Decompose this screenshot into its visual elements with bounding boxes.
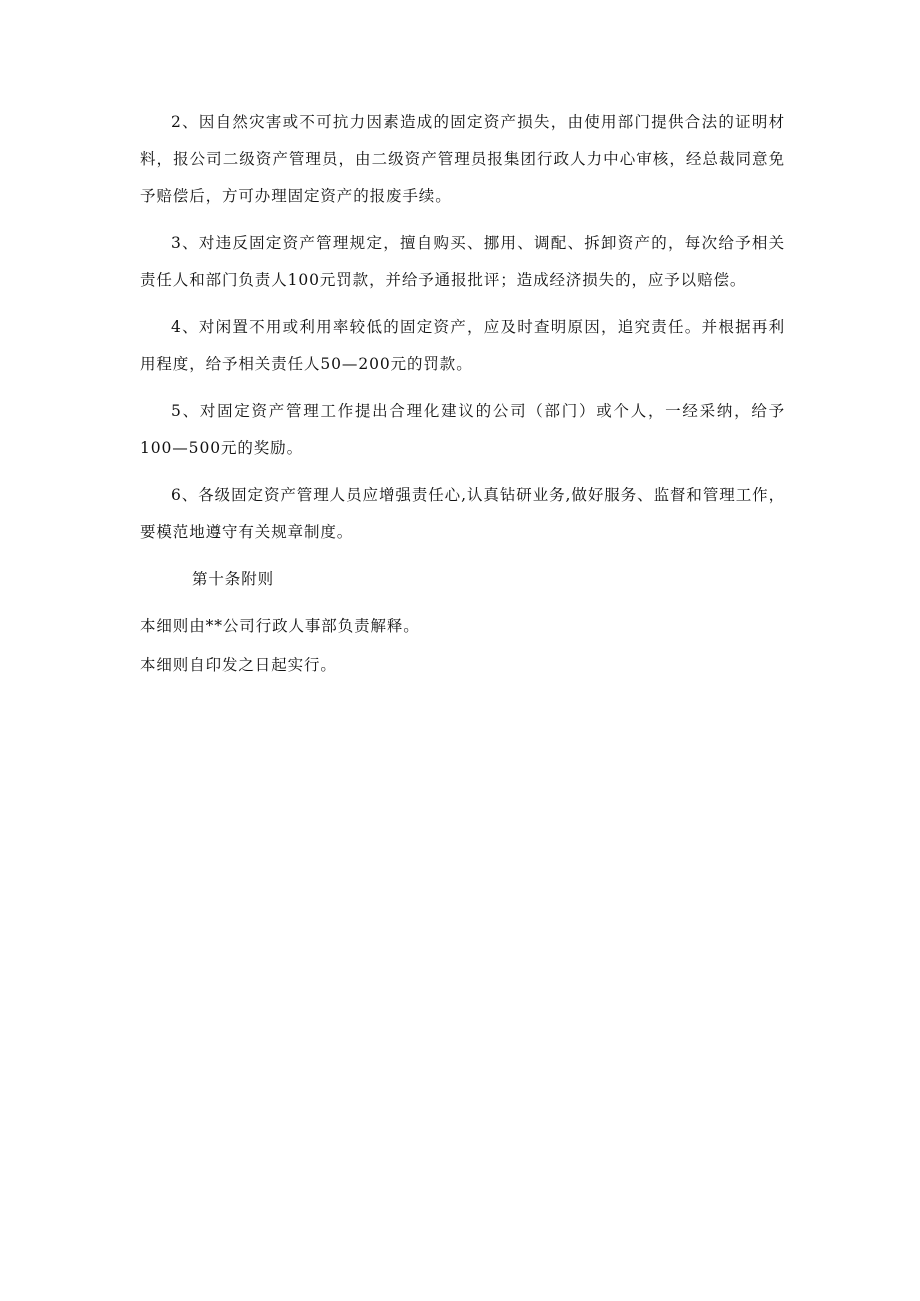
clause-2-paragraph: 2、因自然灾害或不可抗力因素造成的固定资产损失，由使用部门提供合法的证明材料，报公司二级资产管理员，由二级资产管理员报集团行政人力中心审核，经总裁同意免予赔偿后，方可办理固定资产的报废手续。 xyxy=(140,113,785,205)
effective-date-line: 本细则自印发之日起实行。 xyxy=(140,656,337,674)
interpretation-line: 本细则由**公司行政人事部负责解释。 xyxy=(140,617,420,635)
section-heading: 第十条附则 xyxy=(192,570,275,588)
clause-3-paragraph: 3、对违反固定资产管理规定，擅自购买、挪用、调配、拆卸资产的，每次给予相关责任人和部门负责人100元罚款，并给予通报批评；造成经济损失的，应予以赔偿。 xyxy=(140,234,785,289)
clause-5-paragraph: 5、对固定资产管理工作提出合理化建议的公司（部门）或个人，一经采纳，给予100—500元的奖励。 xyxy=(140,402,785,457)
clause-4-paragraph: 4、对闲置不用或利用率较低的固定资产，应及时查明原因，追究责任。并根据再利用程度，给予相关责任人50—200元的罚款。 xyxy=(140,318,785,373)
document-body xyxy=(140,104,785,684)
clause-6-paragraph: 6、各级固定资产管理人员应增强责任心,认真钻研业务,做好服务、监督和管理工作，要模范地遵守有关规章制度。 xyxy=(140,486,785,541)
